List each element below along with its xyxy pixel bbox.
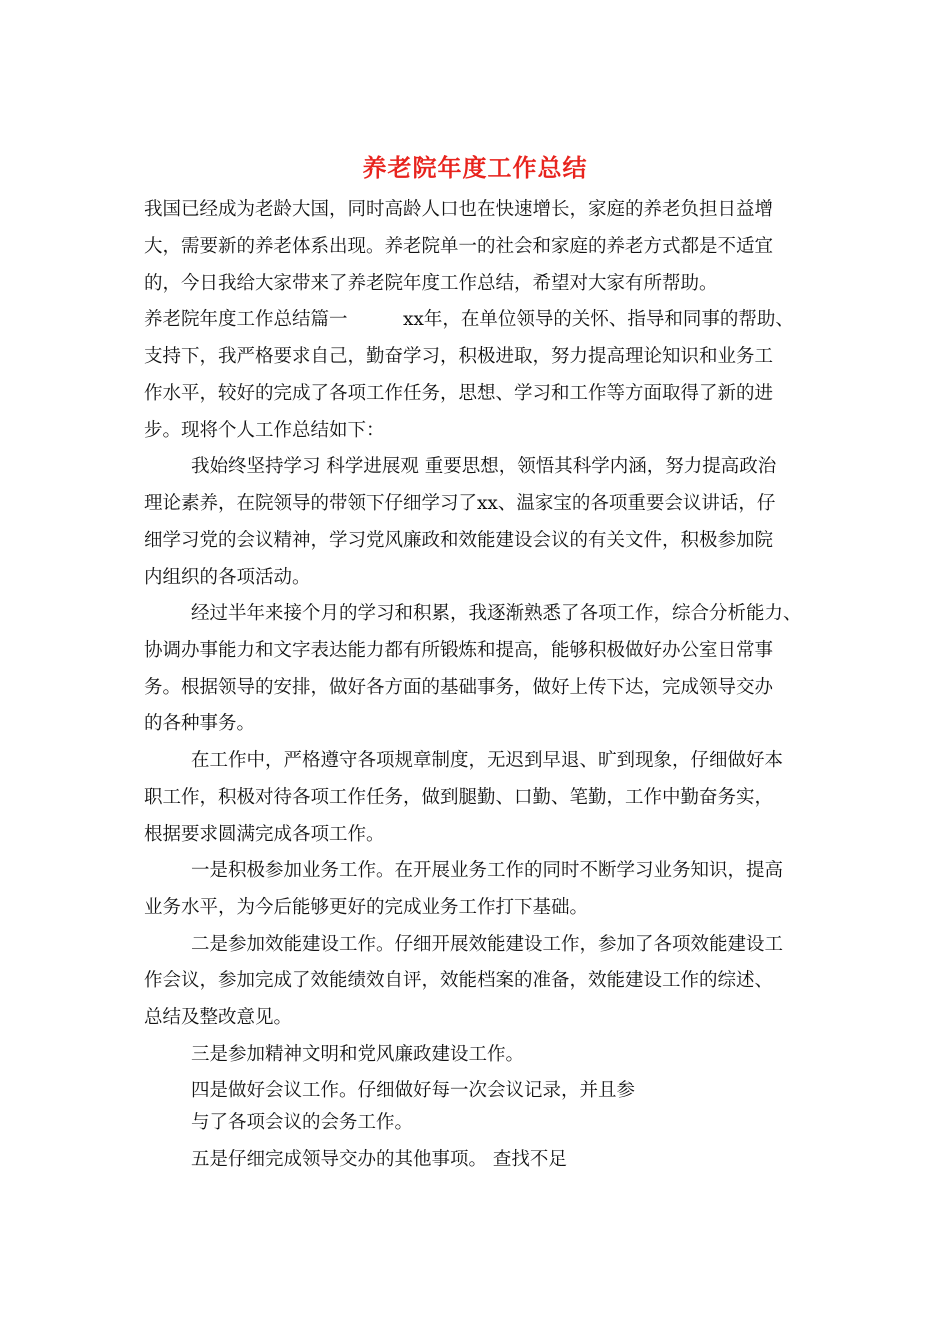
body-line: 总结及整改意见。	[144, 1007, 293, 1028]
body-line: 我国已经成为老龄大国，同时高龄人口也在快速增长，家庭的养老负担日益增	[144, 199, 774, 220]
body-line: 根据要求圆满完成各项工作。	[144, 824, 385, 845]
body-line: 一是积极参加业务工作。在开展业务工作的同时不断学习业务知识，提高	[191, 860, 784, 881]
body-line: 在工作中，严格遵守各项规章制度，无迟到早退、旷到现象，仔细做好本	[191, 750, 784, 771]
body-line: 我始终坚持学习 科学进展观 重要思想，领悟其科学内涵，努力提高政治	[191, 456, 777, 477]
body-line: 职工作，积极对待各项工作任务，做到腿勤、口勤、笔勤，工作中勤奋务实，	[144, 787, 774, 808]
body-line: 的，今日我给大家带来了养老院年度工作总结，希望对大家有所帮助。	[144, 273, 718, 294]
body-line: 协调办事能力和文字表达能力都有所锻炼和提高，能够积极做好办公室日常事	[144, 640, 774, 661]
body-line: 作会议，参加完成了效能绩效自评，效能档案的准备，效能建设工作的综述、	[144, 970, 774, 991]
body-line: 四是做好会议工作。仔细做好每一次会议记录，并且参	[191, 1080, 636, 1101]
body-line: 五是仔细完成领导交办的其他事项。 查找不足	[191, 1149, 567, 1170]
body-line: 大，需要新的养老体系出现。养老院单一的社会和家庭的养老方式都是不适宜	[144, 236, 774, 257]
body-line: 作水平，较好的完成了各项工作任务，思想、学习和工作等方面取得了新的进	[144, 383, 774, 404]
body-line: 理论素养，在院领导的带领下仔细学习了xx、温家宝的各项重要会议讲话，仔	[144, 493, 776, 514]
body-line: 二是参加效能建设工作。仔细开展效能建设工作，参加了各项效能建设工	[191, 934, 784, 955]
body-line: 内组织的各项活动。	[144, 567, 311, 588]
body-line: 的各种事务。	[144, 713, 256, 734]
document-title: 养老院年度工作总结	[362, 153, 588, 182]
body-line: 支持下，我严格要求自己，勤奋学习，积极进取，努力提高理论知识和业务工	[144, 346, 774, 367]
body-line: 三是参加精神文明和党风廉政建设工作。	[191, 1044, 525, 1065]
body-line: 步。现将个人工作总结如下：	[144, 420, 385, 441]
body-line: 与了各项会议的会务工作。	[191, 1112, 414, 1133]
body-line: 务。根据领导的安排，做好各方面的基础事务，做好上传下达，完成领导交办	[144, 677, 774, 698]
body-line: 业务水平，为今后能够更好的完成业务工作打下基础。	[144, 897, 589, 918]
body-line: 养老院年度工作总结篇一 xx年，在单位领导的关怀、指导和同事的帮助、	[144, 309, 794, 330]
body-line: 细学习党的会议精神，学习党风廉政和效能建设会议的有关文件，积极参加院	[144, 530, 774, 551]
body-line: 经过半年来接个月的学习和积累，我逐渐熟悉了各项工作，综合分析能力、	[191, 603, 802, 624]
